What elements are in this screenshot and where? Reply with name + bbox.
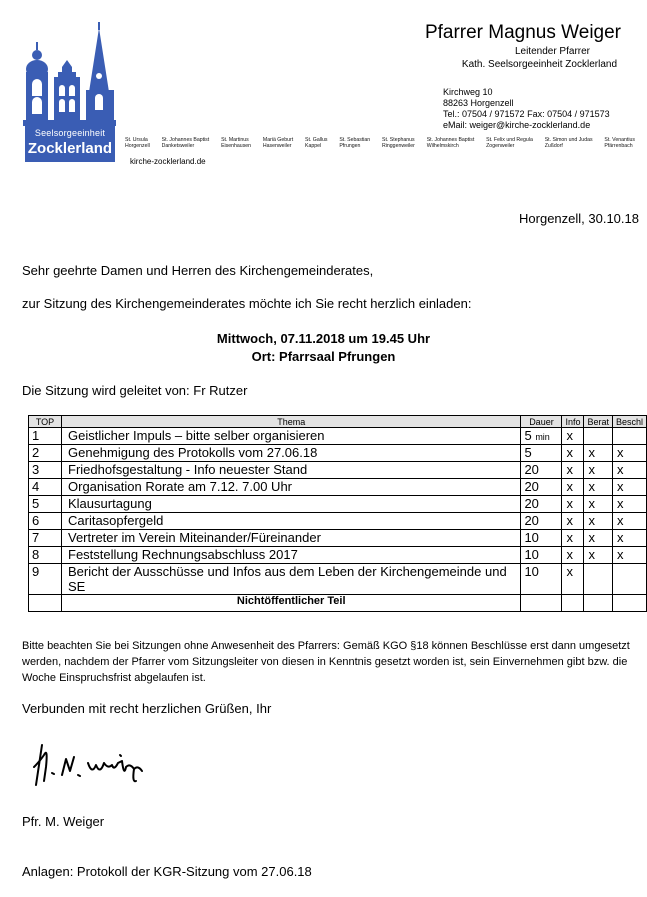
sender-city: 88263 Horgenzell: [443, 98, 514, 108]
agenda-top-number: [29, 479, 62, 496]
agenda-topic: [62, 564, 521, 595]
agenda-topic: [62, 547, 521, 564]
agenda-beschl-mark: [612, 496, 646, 513]
agenda-top-number: [29, 530, 62, 547]
agenda-closed-empty: [584, 595, 613, 612]
letter-greeting: Sehr geehrte Damen und Herren des Kirchengemeinderates,: [22, 263, 374, 278]
parish-place: Hasenweiler: [262, 143, 292, 149]
agenda-info-mark-text: x: [566, 530, 573, 545]
parish-name: St. Ursula: [125, 137, 148, 143]
parish-place: Danketsweiler: [161, 143, 195, 149]
agenda-duration: [521, 445, 562, 462]
parish-place: Pfrungen: [339, 143, 361, 149]
agenda-beschl-mark-text: x: [616, 530, 624, 545]
agenda-berat-mark-text: x: [588, 445, 595, 460]
agenda-beschl-mark: [612, 462, 646, 479]
parish-name: Mariä Geburt: [262, 137, 294, 143]
agenda-top-number-text: 1: [32, 428, 40, 443]
agenda-beschl-mark: [612, 564, 646, 595]
agenda-berat-mark: [584, 428, 613, 445]
agenda-row: [29, 564, 647, 595]
sender-email: eMail: weiger@kirche-zocklerland.de: [443, 120, 591, 130]
agenda-duration: [521, 496, 562, 513]
parish-name: St. Stephanus: [382, 137, 415, 143]
agenda-info-mark: [562, 496, 584, 513]
agenda-info-mark-text: x: [566, 564, 573, 579]
agenda-berat-mark-text: x: [588, 479, 595, 494]
agenda-duration-text: 10: [524, 547, 539, 562]
agenda-row: [29, 547, 647, 564]
signer-name: Pfr. M. Weiger: [22, 814, 105, 829]
agenda-berat-mark: [584, 479, 613, 496]
parish-place: Eisenhausen: [221, 143, 252, 149]
website-link[interactable]: kirche-zocklerland.de: [130, 157, 206, 166]
agenda-topic-text: Vertreter im Verein Miteinander/Füreinander: [68, 530, 321, 545]
agenda-beschl-mark: [612, 513, 646, 530]
agenda-top-number-text: 3: [32, 462, 40, 477]
agenda-berat-mark: [584, 462, 613, 479]
meeting-datetime: Mittwoch, 07.11.2018 um 19.45 Uhr: [216, 331, 431, 346]
agenda-duration-text: 5: [524, 428, 532, 443]
agenda-topic-text: Genehmigung des Protokolls vom 27.06.18: [68, 445, 318, 460]
agenda-beschl-mark-text: x: [616, 445, 624, 460]
agenda-duration-text: 10: [524, 530, 539, 545]
agenda-beschl-mark: [612, 547, 646, 564]
parish-name: St. Simon und Judas: [544, 137, 593, 143]
parish-place: Zußdorf: [544, 143, 563, 149]
agenda-berat-mark-text: x: [588, 462, 595, 477]
agenda-top-number: [29, 496, 62, 513]
parish-name: St. Gallus: [305, 137, 328, 143]
agenda-duration-text: 20: [524, 479, 539, 494]
agenda-topic-text: Bericht der Ausschüsse und Infos aus dem Leben der Kirchengemeinde und SE: [68, 564, 507, 594]
agenda-topic: [62, 513, 521, 530]
parish-name: St. Johannes Baptist: [426, 137, 475, 143]
parish-item: [486, 137, 533, 149]
agenda-topic: [62, 445, 521, 462]
parish-name: St. Felix und Regula: [486, 137, 533, 143]
agenda-row: [29, 462, 647, 479]
agenda-row: [29, 530, 647, 547]
agenda-top-number-text: 2: [32, 445, 40, 460]
col-header-top: TOP: [29, 416, 62, 428]
parish-place: Pfärrenbach: [604, 143, 633, 149]
agenda-berat-mark: [584, 445, 613, 462]
parish-name: St. Martinus: [221, 137, 249, 143]
agenda-top-number-text: 7: [32, 530, 40, 545]
agenda-row: [29, 496, 647, 513]
agenda-beschl-mark-text: x: [616, 513, 624, 528]
agenda-info-mark: [562, 547, 584, 564]
agenda-info-mark: [562, 479, 584, 496]
agenda-berat-mark-text: x: [588, 513, 595, 528]
sender-phone: Tel.: 07504 / 971572 Fax: 07504 / 971573: [443, 109, 610, 119]
agenda-topic: [62, 530, 521, 547]
agenda-berat-mark: [584, 530, 613, 547]
agenda-topic-text: Klausurtagung: [68, 496, 152, 511]
agenda-topic-text: Organisation Rorate am 7.12. 7.00 Uhr: [68, 479, 293, 494]
meeting-chair: Die Sitzung wird geleitet von: Fr Rutzer: [22, 383, 248, 398]
agenda-berat-mark-text: x: [588, 547, 595, 562]
agenda-info-mark: [562, 513, 584, 530]
agenda-berat-mark-text: x: [588, 530, 595, 545]
agenda-table: [28, 415, 647, 612]
parish-name: St. Johannes Baptist: [161, 137, 210, 143]
parish-item: [545, 137, 593, 149]
parish-list: [125, 137, 635, 149]
agenda-top-number-text: 4: [32, 479, 40, 494]
agenda-closed-empty: [562, 595, 584, 612]
agenda-top-number-text: 6: [32, 513, 40, 528]
agenda-duration: [521, 530, 562, 547]
agenda-duration-text: 20: [524, 513, 539, 528]
sender-role: Leitender Pfarrer: [514, 46, 590, 57]
agenda-info-mark-text: x: [566, 513, 573, 528]
agenda-topic-text: Feststellung Rechnungsabschluss 2017: [68, 547, 298, 562]
parish-item: [604, 137, 635, 149]
sender-unit: Kath. Seelsorgeeinheit Zocklerland: [461, 59, 617, 70]
col-header-beschl: Beschl: [612, 416, 646, 428]
parish-item: [125, 137, 150, 149]
agenda-topic-text: Caritasopfergeld: [68, 513, 164, 528]
agenda-info-mark-text: x: [566, 547, 573, 562]
meeting-location: Ort: Pfarrsaal Pfrungen: [251, 349, 396, 364]
duration-unit: min: [535, 432, 550, 442]
parish-item: [263, 137, 293, 149]
agenda-top-number: [29, 513, 62, 530]
parish-name: St. Sebastian: [339, 137, 371, 143]
agenda-berat-mark: [584, 513, 613, 530]
parish-place: Wilhelmskirch: [426, 143, 459, 149]
agenda-info-mark-text: x: [566, 445, 573, 460]
attachments-note: Anlagen: Protokoll der KGR-Sitzung vom 27.06.18: [22, 864, 312, 879]
agenda-closed-empty: [521, 595, 562, 612]
agenda-duration: [521, 547, 562, 564]
col-header-info: Info: [562, 416, 584, 428]
agenda-top-number: [29, 547, 62, 564]
agenda-beschl-mark-text: x: [616, 479, 624, 494]
parish-item: [339, 137, 370, 149]
logo-wordmark: [25, 124, 115, 162]
agenda-closed-empty: [612, 595, 646, 612]
agenda-duration: [521, 428, 562, 445]
agenda-beschl-mark-text: x: [616, 496, 624, 511]
agenda-info-mark: [562, 530, 584, 547]
agenda-top-number-text: 9: [32, 564, 40, 579]
agenda-top-number-text: 8: [32, 547, 40, 562]
agenda-top-number: [29, 445, 62, 462]
agenda-info-mark: [562, 462, 584, 479]
agenda-topic: [62, 462, 521, 479]
logo-line-1: Seelsorgeeinheit: [34, 128, 106, 138]
agenda-header-row: [29, 416, 647, 428]
agenda-closed-row: [29, 595, 647, 612]
parish-place: Horgenzell: [125, 143, 150, 149]
parish-name: St. Venantius: [604, 137, 635, 143]
agenda-berat-mark: [584, 547, 613, 564]
agenda-beschl-mark-text: x: [616, 462, 624, 477]
agenda-closed-part: Nichtöffentlicher Teil: [62, 595, 521, 612]
agenda-duration-text: 5: [524, 445, 532, 460]
agenda-duration: [521, 513, 562, 530]
agenda-info-mark-text: x: [566, 496, 573, 511]
agenda-beschl-mark: [612, 530, 646, 547]
agenda-duration-text: 20: [524, 462, 539, 477]
col-header-berat: Berat: [584, 416, 613, 428]
agenda-row: [29, 445, 647, 462]
agenda-top-number: [29, 564, 62, 595]
parish-item: [427, 137, 475, 149]
agenda-beschl-mark: [612, 428, 646, 445]
agenda-duration: [521, 462, 562, 479]
agenda-row: [29, 479, 647, 496]
agenda-duration: [521, 564, 562, 595]
handwritten-signature: [30, 737, 160, 792]
parish-place: Zogenweiler: [486, 143, 515, 149]
agenda-duration-text: 20: [524, 496, 539, 511]
agenda-info-mark: [562, 445, 584, 462]
agenda-duration: [521, 479, 562, 496]
agenda-berat-mark-text: x: [588, 496, 595, 511]
agenda-body: [29, 428, 647, 612]
agenda-closed-empty: [29, 595, 62, 612]
agenda-topic: [62, 496, 521, 513]
agenda-top-number: [29, 428, 62, 445]
col-header-thema: Thema: [62, 416, 521, 428]
agenda-topic: [62, 479, 521, 496]
agenda-row: [29, 428, 647, 445]
sender-street: Kirchweg 10: [443, 87, 493, 97]
agenda-top-number: [29, 462, 62, 479]
letter-closing: Verbunden mit recht herzlichen Grüßen, Ihr: [22, 701, 272, 716]
agenda-berat-mark: [584, 496, 613, 513]
agenda-info-mark-text: x: [566, 428, 573, 443]
agenda-topic-text: Friedhofsgestaltung - Info neuester Stand: [68, 462, 308, 477]
agenda-beschl-mark: [612, 479, 646, 496]
agenda-info-mark-text: x: [566, 479, 573, 494]
agenda-beschl-mark: [612, 445, 646, 462]
agenda-info-mark-text: x: [566, 462, 573, 477]
letter-intro: zur Sitzung des Kirchengemeinderates möchte ich Sie recht herzlich einladen:: [22, 296, 472, 311]
parish-item: [382, 137, 415, 149]
parish-place: Kappel: [305, 143, 322, 149]
agenda-berat-mark: [584, 564, 613, 595]
agenda-top-number-text: 5: [32, 496, 40, 511]
parish-item: [305, 137, 328, 149]
parish-place: Ringgenweiler: [382, 143, 415, 149]
agenda-topic: [62, 428, 521, 445]
agenda-duration-text: 10: [524, 564, 539, 579]
parish-item: [162, 137, 210, 149]
kgo-notice: Bitte beachten Sie bei Sitzungen ohne Anwesenheit des Pfarrers: Gemäß KGO §18 können Beschlüsse erst dann umgesetzt werden, nachdem der Pfarrer vom Sitzungsleiter von diesen in Kenntnis gesetzt worden ist, sein Einvernehmen gibt bzw. die Woche Einspruchsfrist abgelaufen ist.: [22, 640, 630, 684]
agenda-row: [29, 513, 647, 530]
agenda-beschl-mark-text: x: [616, 547, 624, 562]
sender-name: Pfarrer Magnus Weiger: [424, 22, 621, 43]
agenda-info-mark: [562, 428, 584, 445]
logo-line-2: Zocklerland: [27, 140, 113, 157]
parish-item: [221, 137, 251, 149]
agenda-info-mark: [562, 564, 584, 595]
col-header-dauer: Dauer: [521, 416, 562, 428]
letter-date: Horgenzell, 30.10.18: [519, 211, 639, 226]
agenda-topic-text: Geistlicher Impuls – bitte selber organisieren: [68, 428, 325, 443]
